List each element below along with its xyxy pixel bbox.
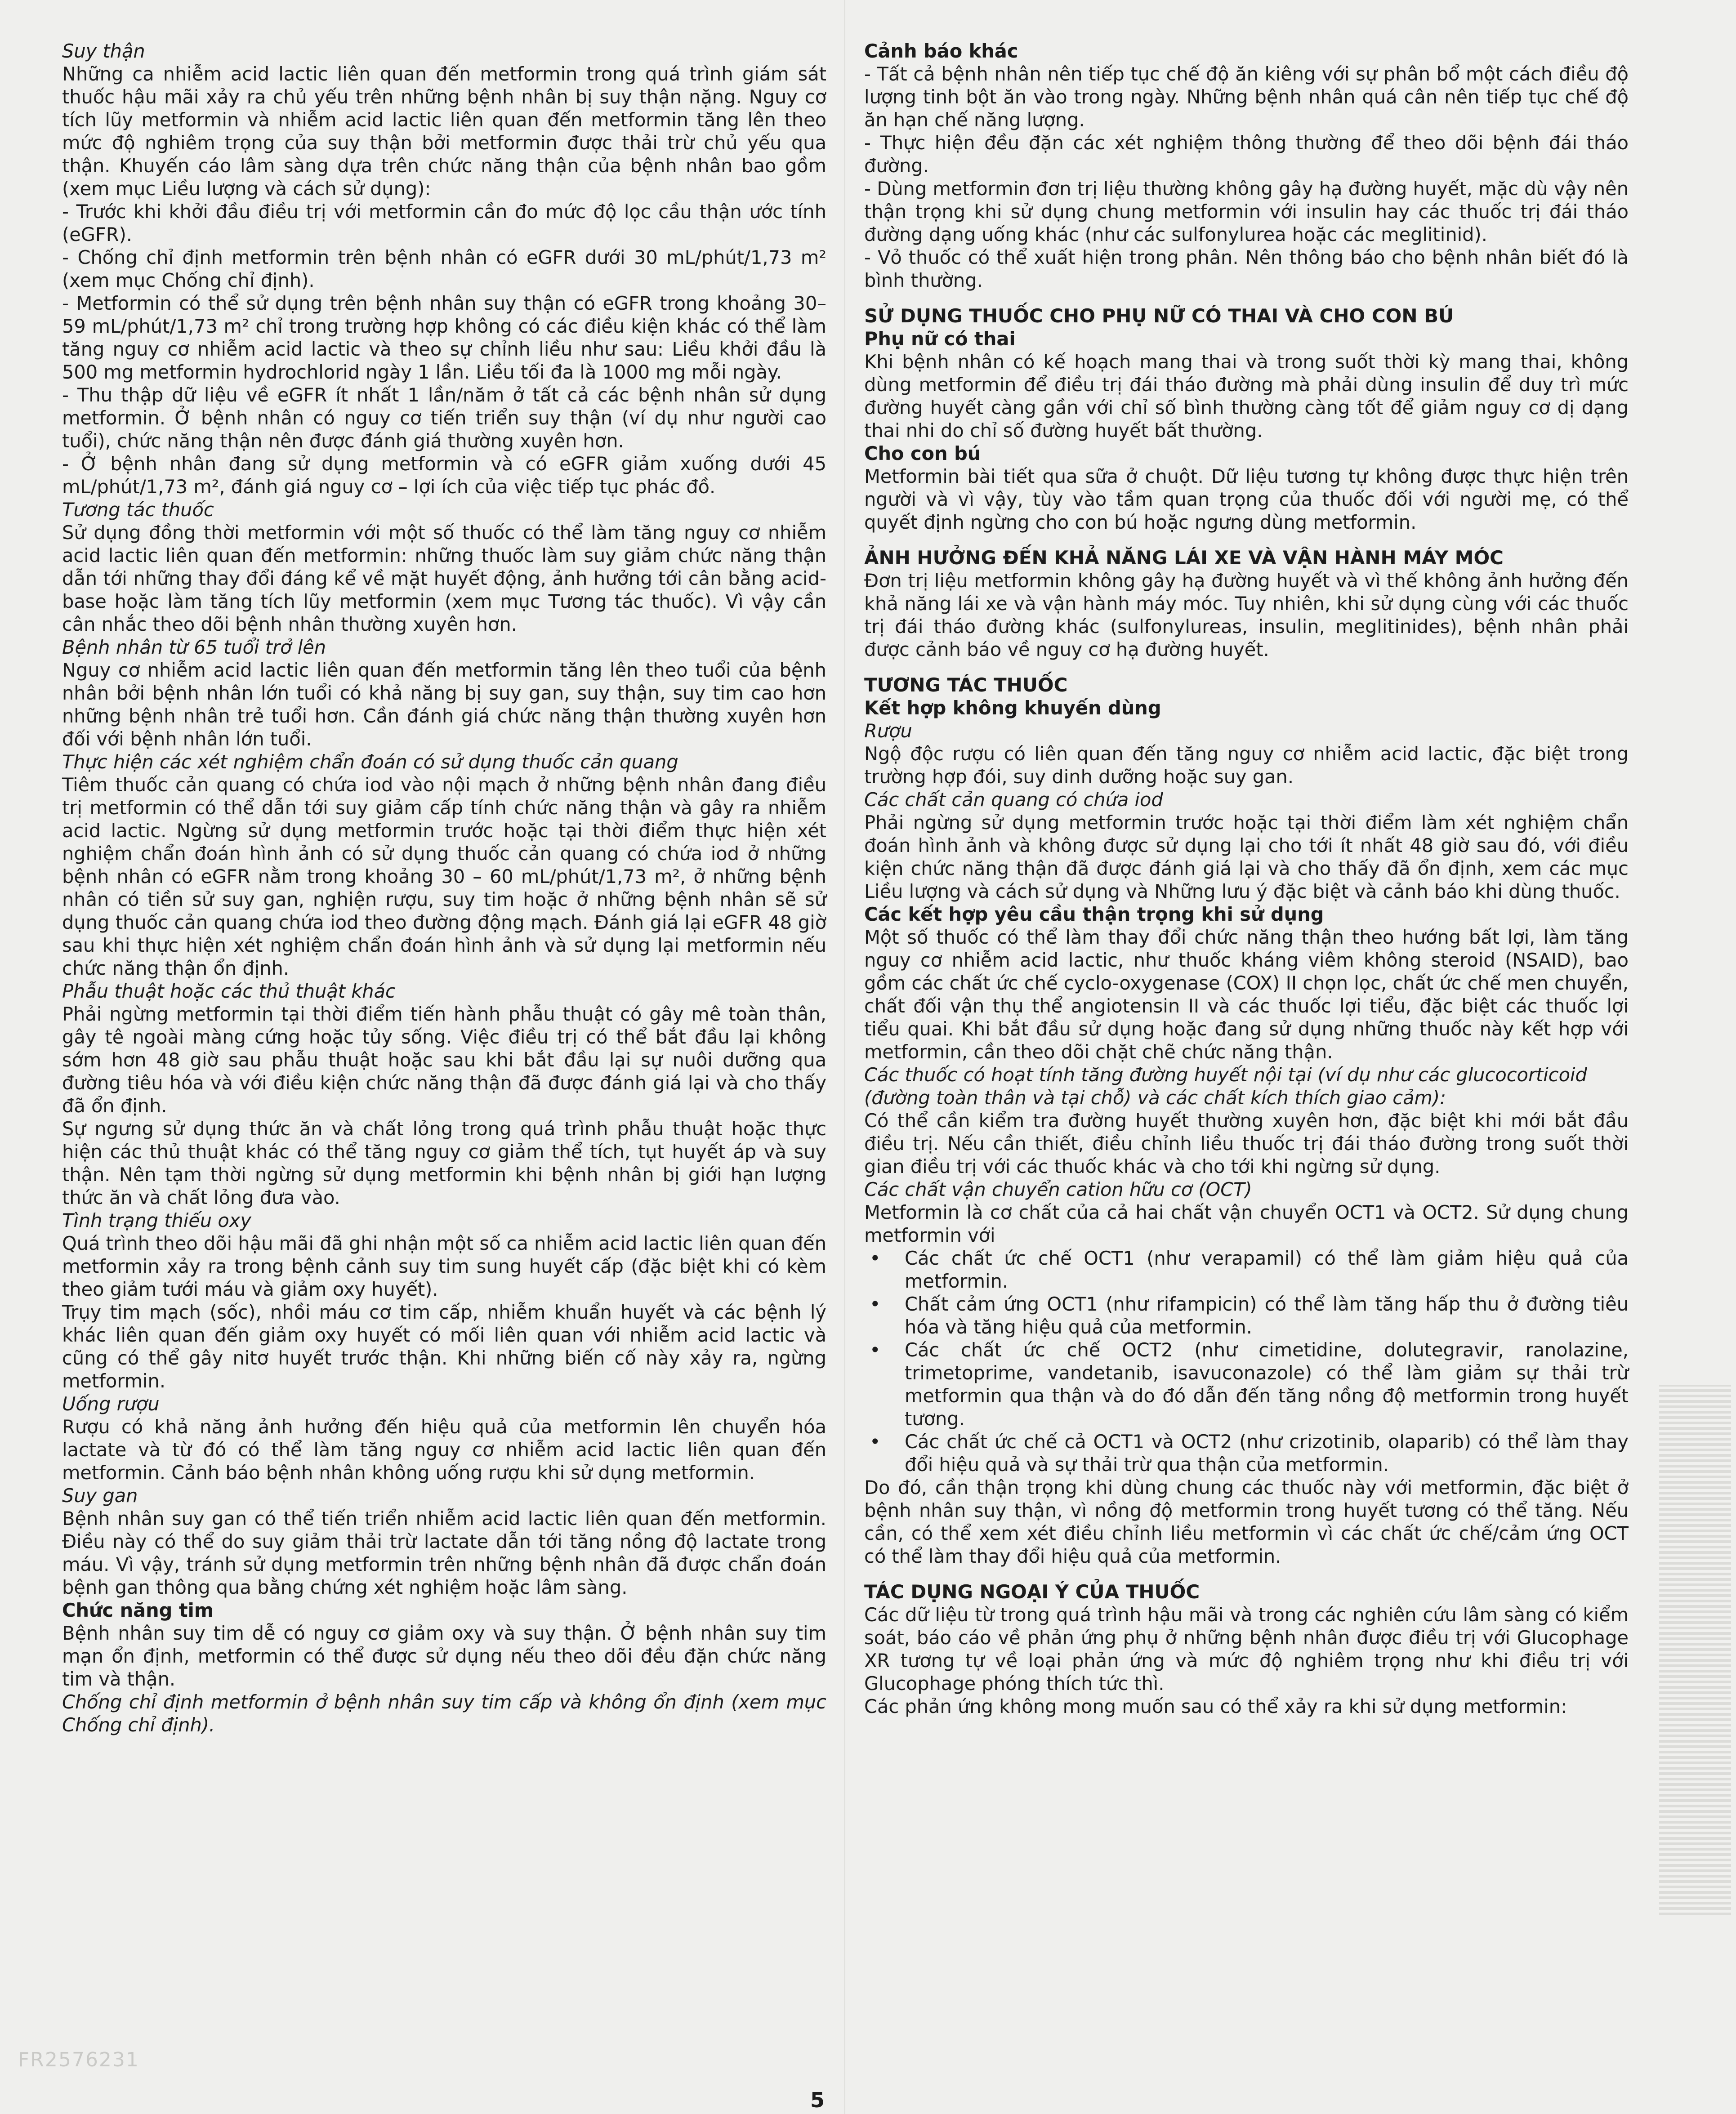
paragraph: - Metformin có thể sử dụng trên bệnh nhân suy thận có eGFR trong khoảng 30–59 mL/phút/1,73 m² chỉ trong trường hợp không có các điều kiện khác có thể làm tăng nguy cơ nhiễm acid lactic và theo sự chỉnh liều như sau: Liều khởi đầu là 500 mg metformin hydrochlorid ngày 1 lần. Liều tối đa là 1000 mg mỗi ngày. [62, 292, 826, 383]
heading: Cho con bú [864, 442, 981, 464]
bullet-item [864, 1293, 1629, 1338]
subheading: Bệnh nhân từ 65 tuổi trở lên [62, 636, 326, 658]
left-column [62, 40, 826, 1736]
paragraph: - Vỏ thuốc có thể xuất hiện trong phân. Nên thông báo cho bệnh nhân biết đó là bình thường. [864, 246, 1629, 291]
section-heading: ẢNH HƯỞNG ĐẾN KHẢ NĂNG LÁI XE VÀ VẬN HÀNH MÁY MÓC [864, 547, 1504, 569]
heading: Các kết hợp yêu cầu thận trọng khi sử dụng [864, 903, 1324, 925]
paragraph: Ngộ độc rượu có liên quan đến tăng nguy cơ nhiễm acid lactic, đặc biệt trong trường hợp đói, suy dinh dưỡng hoặc suy gan. [864, 743, 1629, 788]
page-number: 5 [810, 2088, 825, 2112]
bullet-item [864, 1430, 1629, 1476]
heading: Cảnh báo khác [864, 40, 1018, 62]
paragraph: - Tất cả bệnh nhân nên tiếp tục chế độ ăn kiêng với sự phân bổ một cách điều độ lượng tinh bột ăn vào trong ngày. Những bệnh nhân quá cân nên tiếp tục chế độ ăn hạn chế năng lượng. [864, 63, 1629, 131]
bullet-icon: • [870, 1247, 881, 1269]
subheading: Các thuốc có hoạt tính tăng đường huyết nội tại (ví dụ như các glucocorticoid (đường toàn thân và tại chỗ) và các chất kích thích giao cảm): [864, 1064, 1587, 1109]
section-heading: TÁC DỤNG NGOẠI Ý CỦA THUỐC [864, 1581, 1200, 1603]
paragraph: Trụy tim mạch (sốc), nhồi máu cơ tim cấp, nhiễm khuẩn huyết và các bệnh lý khác liên quan đến giảm oxy huyết có mối liên quan với nhiễm acid lactic và cũng có thể gây nitơ huyết trước thận. Khi những biến cố này xảy ra, ngừng metformin. [62, 1301, 826, 1392]
subheading: Suy thận [62, 40, 145, 62]
heading: Kết hợp không khuyến dùng [864, 697, 1161, 719]
paragraph: - Dùng metformin đơn trị liệu thường không gây hạ đường huyết, mặc dù vậy nên thận trọng khi sử dụng chung metformin với insulin hay các thuốc trị đái tháo đường dạng uống khác (như các sulfonylurea hoặc các meglitinid). [864, 178, 1629, 245]
paragraph: - Ở bệnh nhân đang sử dụng metformin và có eGFR giảm xuống dưới 45 mL/phút/1,73 m², đánh giá nguy cơ – lợi ích của việc tiếp tục phác đồ. [62, 453, 826, 498]
paragraph: - Thu thập dữ liệu về eGFR ít nhất 1 lần/năm ở tất cả các bệnh nhân sử dụng metformin. Ở bệnh nhân có nguy cơ tiến triển suy thận (ví dụ như người cao tuổi), chức năng thận nên được đánh giá thường xuyên hơn. [62, 384, 826, 452]
bullet-text: Chất cảm ứng OCT1 (như rifampicin) có thể làm tăng hấp thu ở đường tiêu hóa và tăng hiệu quả của metformin. [905, 1293, 1629, 1338]
subheading: Các chất cản quang có chứa iod [864, 789, 1163, 811]
footer-code: FR2576231 [18, 2048, 139, 2071]
paragraph: Phải ngừng metformin tại thời điểm tiến hành phẫu thuật có gây mê toàn thân, gây tê ngoài màng cứng hoặc tủy sống. Việc điều trị có thể bắt đầu lại không sớm hơn 48 giờ sau phẫu thuật hoặc sau khi bắt đầu lại sự nuôi dưỡng qua đường tiêu hóa và với điều kiện chức năng thận đã được đánh giá lại và cho thấy đã ổn định. [62, 1003, 826, 1117]
paragraph: Sự ngưng sử dụng thức ăn và chất lỏng trong quá trình phẫu thuật hoặc thực hiện các thủ thuật khác có thể tăng nguy cơ giảm thể tích, tụt huyết áp và suy thận. Nên tạm thời ngừng sử dụng metformin khi bệnh nhân bị giới hạn lượng thức ăn và chất lỏng đưa vào. [62, 1118, 826, 1209]
paragraph: - Thực hiện đều đặn các xét nghiệm thông thường để theo dõi bệnh đái tháo đường. [864, 132, 1629, 177]
subheading: Tình trạng thiếu oxy [62, 1209, 251, 1231]
paragraph: Phải ngừng sử dụng metformin trước hoặc tại thời điểm làm xét nghiệm chẩn đoán hình ảnh và không được sử dụng lại cho tới ít nhất 48 giờ sau đó, với điều kiện chức năng thận đã được đánh giá lại và cho thấy đã ổn định, xem các mục Liều lượng và cách sử dụng và Những lưu ý đặc biệt và cảnh báo khi dùng thuốc. [864, 812, 1629, 902]
bullet-text: Các chất ức chế cả OCT1 và OCT2 (như crizotinib, olaparib) có thể làm thay đổi hiệu quả và sự thải trừ qua thận của metformin. [905, 1431, 1629, 1476]
paragraph: Các phản ứng không mong muốn sau có thể xảy ra khi sử dụng metformin: [864, 1695, 1567, 1717]
paragraph: Metformin là cơ chất của cả hai chất vận chuyển OCT1 và OCT2. Sử dụng chung metformin với [864, 1201, 1629, 1246]
scan-edge-strip [1659, 1385, 1731, 1915]
paragraph: Tiêm thuốc cản quang có chứa iod vào nội mạch ở những bệnh nhân đang điều trị metformin có thể dẫn tới suy giảm cấp tính chức năng thận và gây ra nhiễm acid lactic. Ngừng sử dụng metformin trước hoặc tại thời điểm thực hiện xét nghiệm chẩn đoán hình ảnh có sử dụng thuốc cản quang có chứa iod ở những bệnh nhân có eGFR nằm trong khoảng 30 – 60 mL/phút/1,73 m², ở những bệnh nhân có tiền sử suy gan, nghiện rượu, suy tim hoặc ở những bệnh nhân sẽ sử dụng thuốc cản quang chứa iod theo đường động mạch. Đánh giá lại eGFR 48 giờ sau khi thực hiện xét nghiệm chẩn đoán hình ảnh và sử dụng lại metformin nếu chức năng thận ổn định. [62, 774, 826, 979]
section-heading: SỬ DỤNG THUỐC CHO PHỤ NỮ CÓ THAI VÀ CHO CON BÚ [864, 305, 1454, 327]
paragraph: Những ca nhiễm acid lactic liên quan đến metformin trong quá trình giám sát thuốc hậu mãi xảy ra chủ yếu trên những bệnh nhân bị suy thận nặng. Nguy cơ tích lũy metformin và nhiễm acid lactic liên quan đến metformin tăng lên theo mức độ nghiêm trọng của suy thận bởi metformin được thải trừ chủ yếu qua thận. Khuyến cáo lâm sàng dựa trên chức năng thận của bệnh nhân bao gồm (xem mục Liều lượng và cách sử dụng): [62, 63, 826, 200]
paragraph: Chống chỉ định metformin ở bệnh nhân suy tim cấp và không ổn định (xem mục Chống chỉ định). [62, 1691, 826, 1736]
heading: Chức năng tim [62, 1599, 214, 1621]
subheading: Các chất vận chuyển cation hữu cơ (OCT) [864, 1178, 1252, 1200]
paragraph: Một số thuốc có thể làm thay đổi chức năng thận theo hướng bất lợi, làm tăng nguy cơ nhiễm acid lactic, như thuốc kháng viêm không steroid (NSAID), bao gồm các chất ức chế cyclo-oxygenase (COX) II chọn lọc, chất ức chế men chuyển, chất đối vận thụ thể angiotensin II và các thuốc lợi tiểu, đặc biệt các thuốc lợi tiểu quai. Khi bắt đầu sử dụng hoặc đang sử dụng những thuốc này kết hợp với metformin, cần theo dõi chặt chẽ chức năng thận. [864, 926, 1629, 1063]
bullet-item [864, 1247, 1629, 1293]
bullet-icon: • [870, 1339, 881, 1361]
subheading: Suy gan [62, 1485, 138, 1507]
paragraph: Bệnh nhân suy gan có thể tiến triển nhiễm acid lactic liên quan đến metformin. Điều này có thể do suy giảm thải trừ lactate dẫn tới tăng nồng độ lactate trong máu. Vì vậy, tránh sử dụng metformin trên những bệnh nhân đã được chẩn đoán bệnh gan thông qua bằng chứng xét nghiệm hoặc lâm sàng. [62, 1507, 826, 1598]
paragraph: Sử dụng đồng thời metformin với một số thuốc có thể làm tăng nguy cơ nhiễm acid lactic liên quan đến metformin: những thuốc làm suy giảm chức năng thận dẫn tới những thay đổi đáng kể về mặt huyết động, ảnh hưởng tới cân bằng acid-base hoặc làm tăng tích lũy metformin (xem mục Tương tác thuốc). Vì vậy cần cân nhắc theo dõi bệnh nhân thường xuyên hơn. [62, 522, 826, 635]
paragraph: Metformin bài tiết qua sữa ở chuột. Dữ liệu tương tự không được thực hiện trên người và vì vậy, tùy vào tầm quan trọng của thuốc đối với người mẹ, có thể quyết định ngừng cho con bú hoặc ngưng dùng metformin. [864, 465, 1629, 533]
bullet-icon: • [870, 1293, 881, 1315]
subheading: Thực hiện các xét nghiệm chẩn đoán có sử dụng thuốc cản quang [62, 751, 678, 773]
paragraph: - Chống chỉ định metformin trên bệnh nhân có eGFR dưới 30 mL/phút/1,73 m² (xem mục Chống chỉ định). [62, 246, 826, 291]
paragraph: Rượu có khả năng ảnh hưởng đến hiệu quả của metformin lên chuyển hóa lactate và từ đó có thể làm tăng nguy cơ nhiễm acid lactic liên quan đến metformin. Cảnh báo bệnh nhân không uống rượu khi sử dụng metformin. [62, 1416, 826, 1484]
paragraph: Do đó, cần thận trọng khi dùng chung các thuốc này với metformin, đặc biệt ở bệnh nhân suy thận, vì nồng độ metformin trong huyết tương có thể tăng. Nếu cần, có thể xem xét điều chỉnh liều metformin vì các chất ức chế/cảm ứng OCT có thể làm thay đổi hiệu quả của metformin. [864, 1476, 1629, 1567]
paragraph: Các dữ liệu từ trong quá trình hậu mãi và trong các nghiên cứu lâm sàng có kiểm soát, báo cáo về phản ứng phụ ở những bệnh nhân được điều trị với Glucophage XR tương tự về loại phản ứng và mức độ nghiêm trọng như khi điều trị với Glucophage phóng thích tức thì. [864, 1604, 1629, 1695]
fold-line [844, 0, 845, 2114]
bullet-text: Các chất ức chế OCT1 (như verapamil) có thể làm giảm hiệu quả của metformin. [905, 1247, 1629, 1292]
subheading: Tương tác thuốc [62, 499, 214, 521]
paragraph: Quá trình theo dõi hậu mãi đã ghi nhận một số ca nhiễm acid lactic liên quan đến metformin xảy ra trong bệnh cảnh suy tim sung huyết cấp (đặc biệt khi có kèm theo giảm tưới máu và giảm oxy huyết). [62, 1232, 827, 1300]
paragraph: Đơn trị liệu metformin không gây hạ đường huyết và vì thế không ảnh hưởng đến khả năng lái xe và vận hành máy móc. Tuy nhiên, khi sử dụng cùng với các thuốc trị đái tháo đường khác (sulfonylureas, insulin, meglitinides), bệnh nhân phải được cảnh báo về nguy cơ hạ đường huyết. [864, 570, 1629, 660]
section-heading: TƯƠNG TÁC THUỐC [864, 674, 1068, 696]
heading: Phụ nữ có thai [864, 328, 1016, 350]
paragraph: Có thể cần kiểm tra đường huyết thường xuyên hơn, đặc biệt khi mới bắt đầu điều trị. Nếu cần thiết, điều chỉnh liều thuốc trị đái tháo đường trong suốt thời gian điều trị với các thuốc khác và cho tới khi ngừng sử dụng. [864, 1110, 1629, 1177]
paragraph: Bệnh nhân suy tim dễ có nguy cơ giảm oxy và suy thận. Ở bệnh nhân suy tim mạn ổn định, metformin có thể được sử dụng nếu theo dõi đều đặn chức năng tim và thận. [62, 1622, 826, 1690]
bullet-item [864, 1338, 1629, 1430]
paragraph: Khi bệnh nhân có kế hoạch mang thai và trong suốt thời kỳ mang thai, không dùng metformin để điều trị đái tháo đường mà phải dùng insulin để duy trì mức đường huyết càng gần với chỉ số bình thường càng tốt để giảm nguy cơ dị dạng thai nhi do chỉ số đường huyết bất thường. [864, 351, 1629, 442]
right-column [864, 40, 1629, 1718]
subheading: Phẫu thuật hoặc các thủ thuật khác [62, 980, 396, 1002]
subheading: Rượu [864, 720, 912, 742]
bullet-text: Các chất ức chế OCT2 (như cimetidine, dolutegravir, ranolazine, trimetoprime, vandetanib, isavuconazole) có thể làm giảm sự thải trừ metformin qua thận và do đó dẫn đến tăng nồng độ metformin trong huyết tương. [905, 1339, 1629, 1430]
paragraph: Nguy cơ nhiễm acid lactic liên quan đến metformin tăng lên theo tuổi của bệnh nhân bởi bệnh nhân lớn tuổi có khả năng bị suy gan, suy thận, suy tim cao hơn những bệnh nhân trẻ tuổi hơn. Cần đánh giá chức năng thận thường xuyên hơn đối với bệnh nhân lớn tuổi. [62, 659, 826, 750]
bullet-icon: • [870, 1431, 881, 1453]
paragraph: - Trước khi khởi đầu điều trị với metformin cần đo mức độ lọc cầu thận ước tính (eGFR). [62, 201, 826, 245]
subheading: Uống rượu [62, 1393, 160, 1415]
